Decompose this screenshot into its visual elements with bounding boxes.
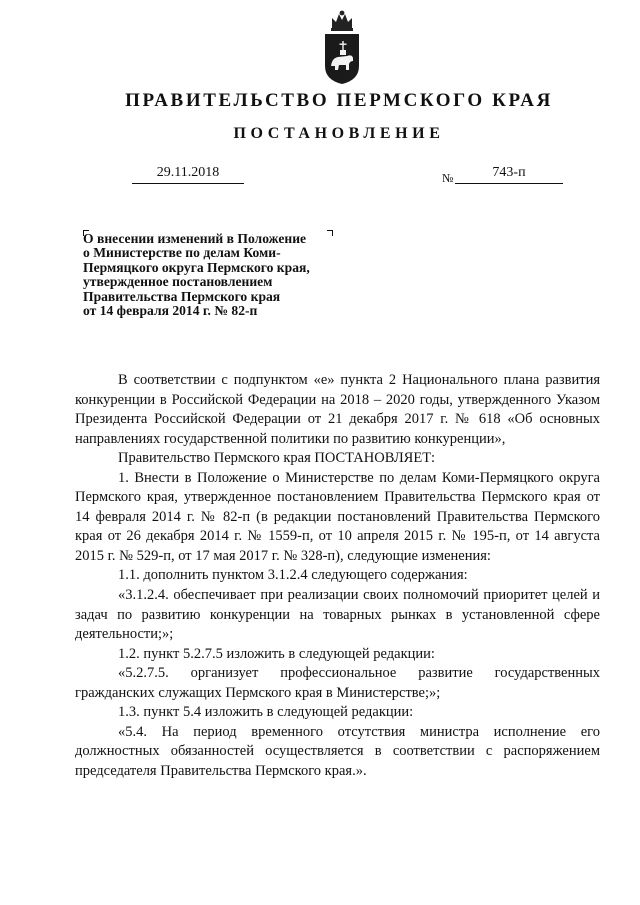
government-title: ПРАВИТЕЛЬСТВО ПЕРМСКОГО КРАЯ [125, 90, 553, 111]
document-type: ПОСТАНОВЛЕНИЕ [233, 125, 445, 142]
clause-1-2: 1.2. пункт 5.2.7.5 изложить в следующей редакции: [118, 645, 435, 662]
clause-1-3: 1.3. пункт 5.4 изложить в следующей редакции: [118, 704, 414, 721]
document-date: 29.11.2018 [132, 163, 244, 184]
quote-3-1-2-4: «3.1.2.4. обеспечивает при реализации своих полномочий приоритет целей и задач по развитию конкуренции на товарных рынках в установленной сфере деятельности;»; [75, 587, 600, 643]
decree-paragraph: Правительство Пермского края ПОСТАНОВЛЯЕТ: [118, 450, 436, 467]
subject-line: О внесении изменений в Положение [83, 231, 307, 246]
document-number: 743-п [455, 163, 563, 184]
clause-1: 1. Внести в Положение о Министерстве по делам Коми-Пермяцкого округа Пермского края, утвержденное постановлением Правительства Пермского края от 14 февраля 2014 г. № 82-п (в редакции постановлений Правительства Пермского края от 26 декабря 2014 г. № 1559-п, от 10 апреля 2015 г. № 195-п, от 14 августа 2015 г. № 529-п, от 17 мая 2017 г. № 328-п), следующие изменения: [75, 469, 600, 564]
coat-of-arms-icon [322, 8, 362, 86]
subject-line: Пермяцкого округа Пермского края, [83, 259, 310, 275]
clause-1-1: 1.1. дополнить пунктом 3.1.2.4 следующего содержания: [118, 567, 468, 584]
subject-line: о Министерстве по делам Коми- [83, 245, 281, 261]
preamble-paragraph: В соответствии с подпунктом «е» пункта 2 Национального плана развития конкуренции в Российской Федерации на 2018 – 2020 годы, утвержденного Указом Президента Российской Федерации от 21 декабря 2017 г. № 618 «Об основных направлениях государственной политики по развитию конкуренции», [75, 372, 600, 447]
quote-5-2-7-5: «5.2.7.5. организует профессиональное развитие государственных гражданских служащих Пермского края в Министерстве;»; [75, 665, 600, 701]
subject-line: от 14 февраля 2014 г. № 82-п [83, 303, 258, 319]
subject-line: Правительства Пермского края [83, 288, 281, 304]
document-subject [83, 232, 353, 318]
document-body [75, 371, 600, 781]
number-sign: № [442, 171, 454, 185]
subject-line: утвержденное постановлением [83, 274, 273, 290]
quote-5-4: «5.4. На период временного отсутствия министра исполнение его должностных обязанностей осуществляется в соответствии с распоряжением председателя Правительства Пермского края.». [75, 723, 600, 779]
